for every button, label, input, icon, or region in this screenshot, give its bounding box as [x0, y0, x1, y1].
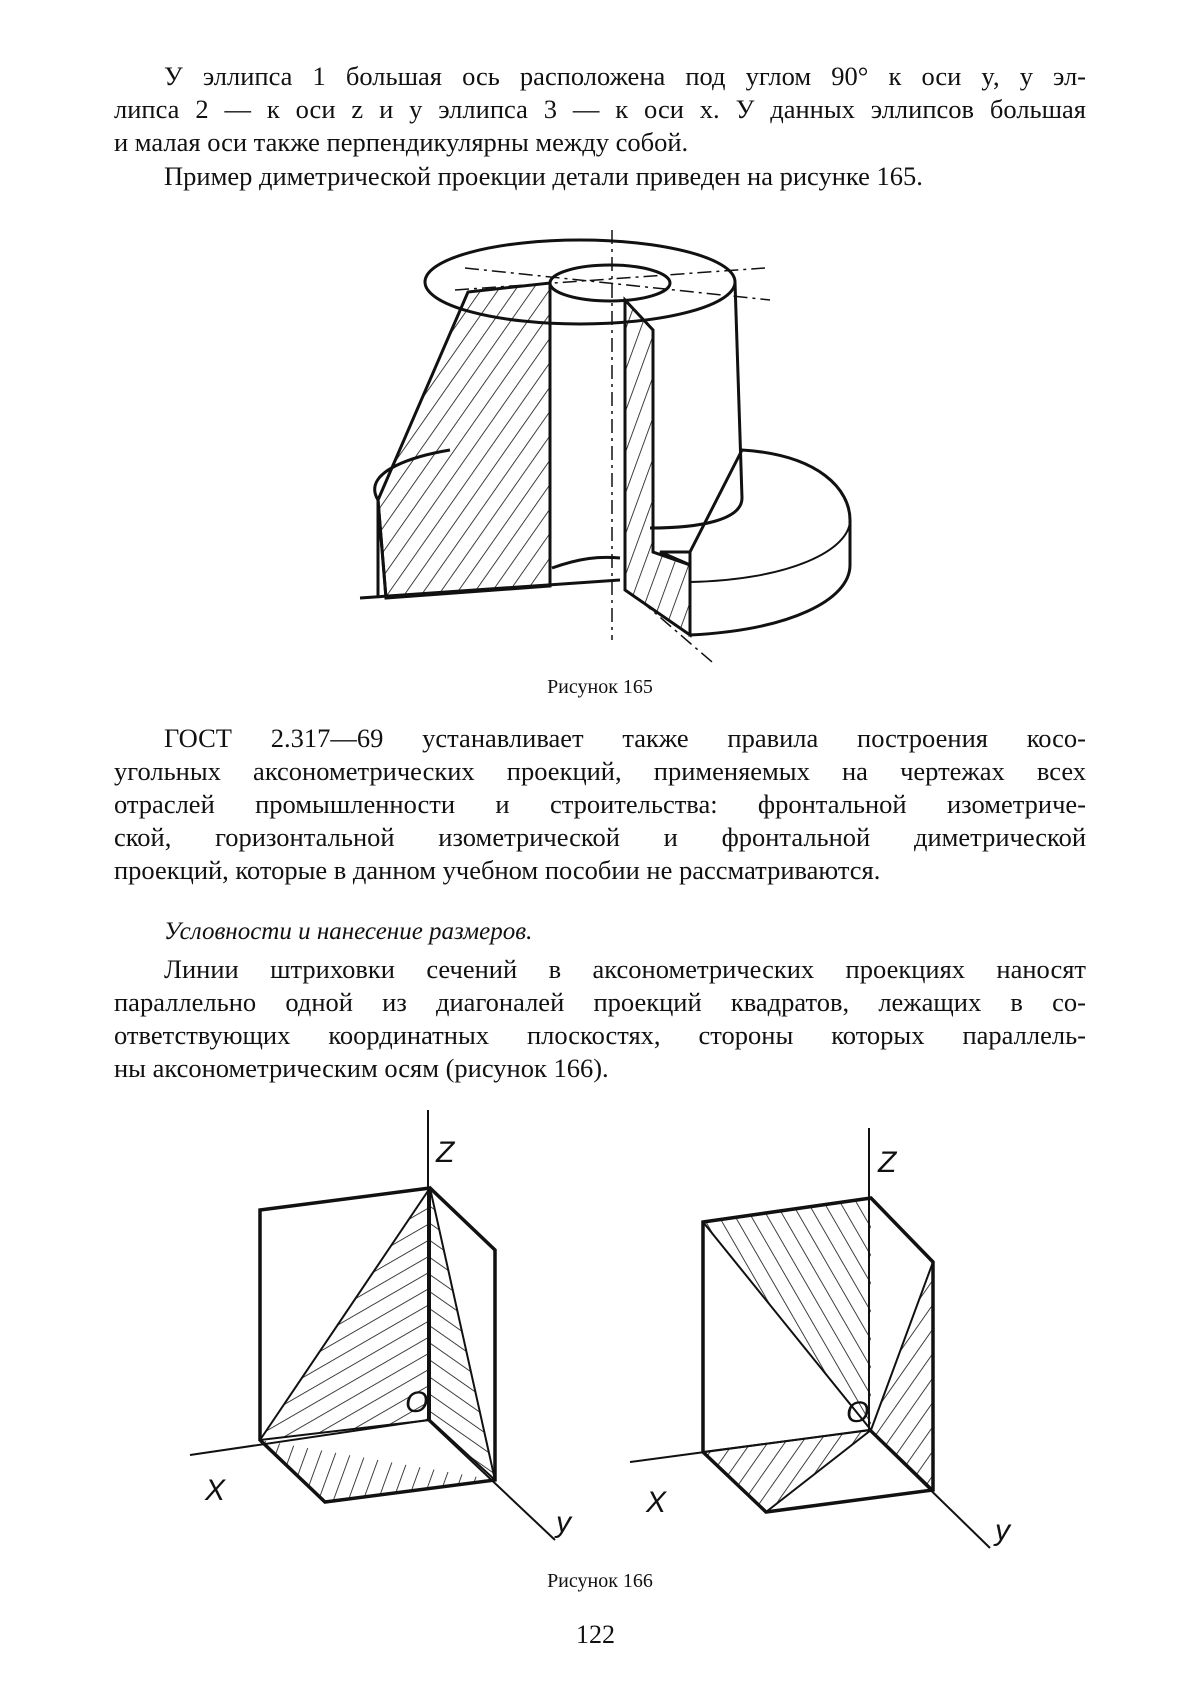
right-origin-label: O	[846, 1396, 870, 1429]
left-y-label: y	[556, 1506, 571, 1539]
left-z-label: Z	[436, 1136, 455, 1169]
text-line: параллельно одной из диагоналей проекций квадратов, лежащих в со-	[114, 987, 1086, 1017]
text-line: Линии штриховки сечений в аксонометрических проекциях наносят	[164, 954, 1086, 984]
right-z-label: Z	[878, 1146, 897, 1179]
right-y-label: y	[995, 1514, 1010, 1547]
right-x-label: X	[646, 1486, 667, 1519]
text-line: ответствующих координатных плоскостях, стороны которых параллель-	[114, 1020, 1086, 1050]
text-line: проекций, которые в данном учебном пособии не рассматриваются.	[114, 855, 881, 885]
text-line: и малая оси также перпендикулярны между собой.	[114, 127, 689, 157]
figure-165-caption: Рисунок 165	[547, 676, 653, 698]
text-line: липса 2 — к оси z и у эллипса 3 — к оси x. У данных эллипсов большая	[114, 94, 1086, 124]
text-line: ГОСТ 2.317—69 устанавливает также правила построения косо-	[164, 723, 1086, 753]
figure-166-right-cube	[630, 1128, 1012, 1548]
text-line: ской, горизонтальной изометрической и фронтальной диметрической	[114, 822, 1086, 852]
section-heading: Условности и нанесение размеров.	[164, 918, 533, 945]
figure-166-left-cube	[190, 1110, 573, 1540]
text-line: угольных аксонометрических проекций, применяемых на чертежах всех	[114, 756, 1086, 786]
text-line: ны аксонометрическим осям (рисунок 166).	[114, 1053, 609, 1083]
page-number: 122	[576, 1620, 615, 1649]
figure-166-caption: Рисунок 166	[547, 1570, 653, 1592]
text-line: Пример диметрической проекции детали приведен на рисунке 165.	[164, 161, 923, 191]
text-line: У эллипса 1 большая ось расположена под углом 90° к оси y, у эл-	[164, 61, 1086, 91]
left-origin-label: O	[405, 1386, 429, 1419]
left-x-label: X	[205, 1474, 226, 1507]
text-line: отраслей промышленности и строительства: фронтальной изометриче-	[114, 789, 1086, 819]
